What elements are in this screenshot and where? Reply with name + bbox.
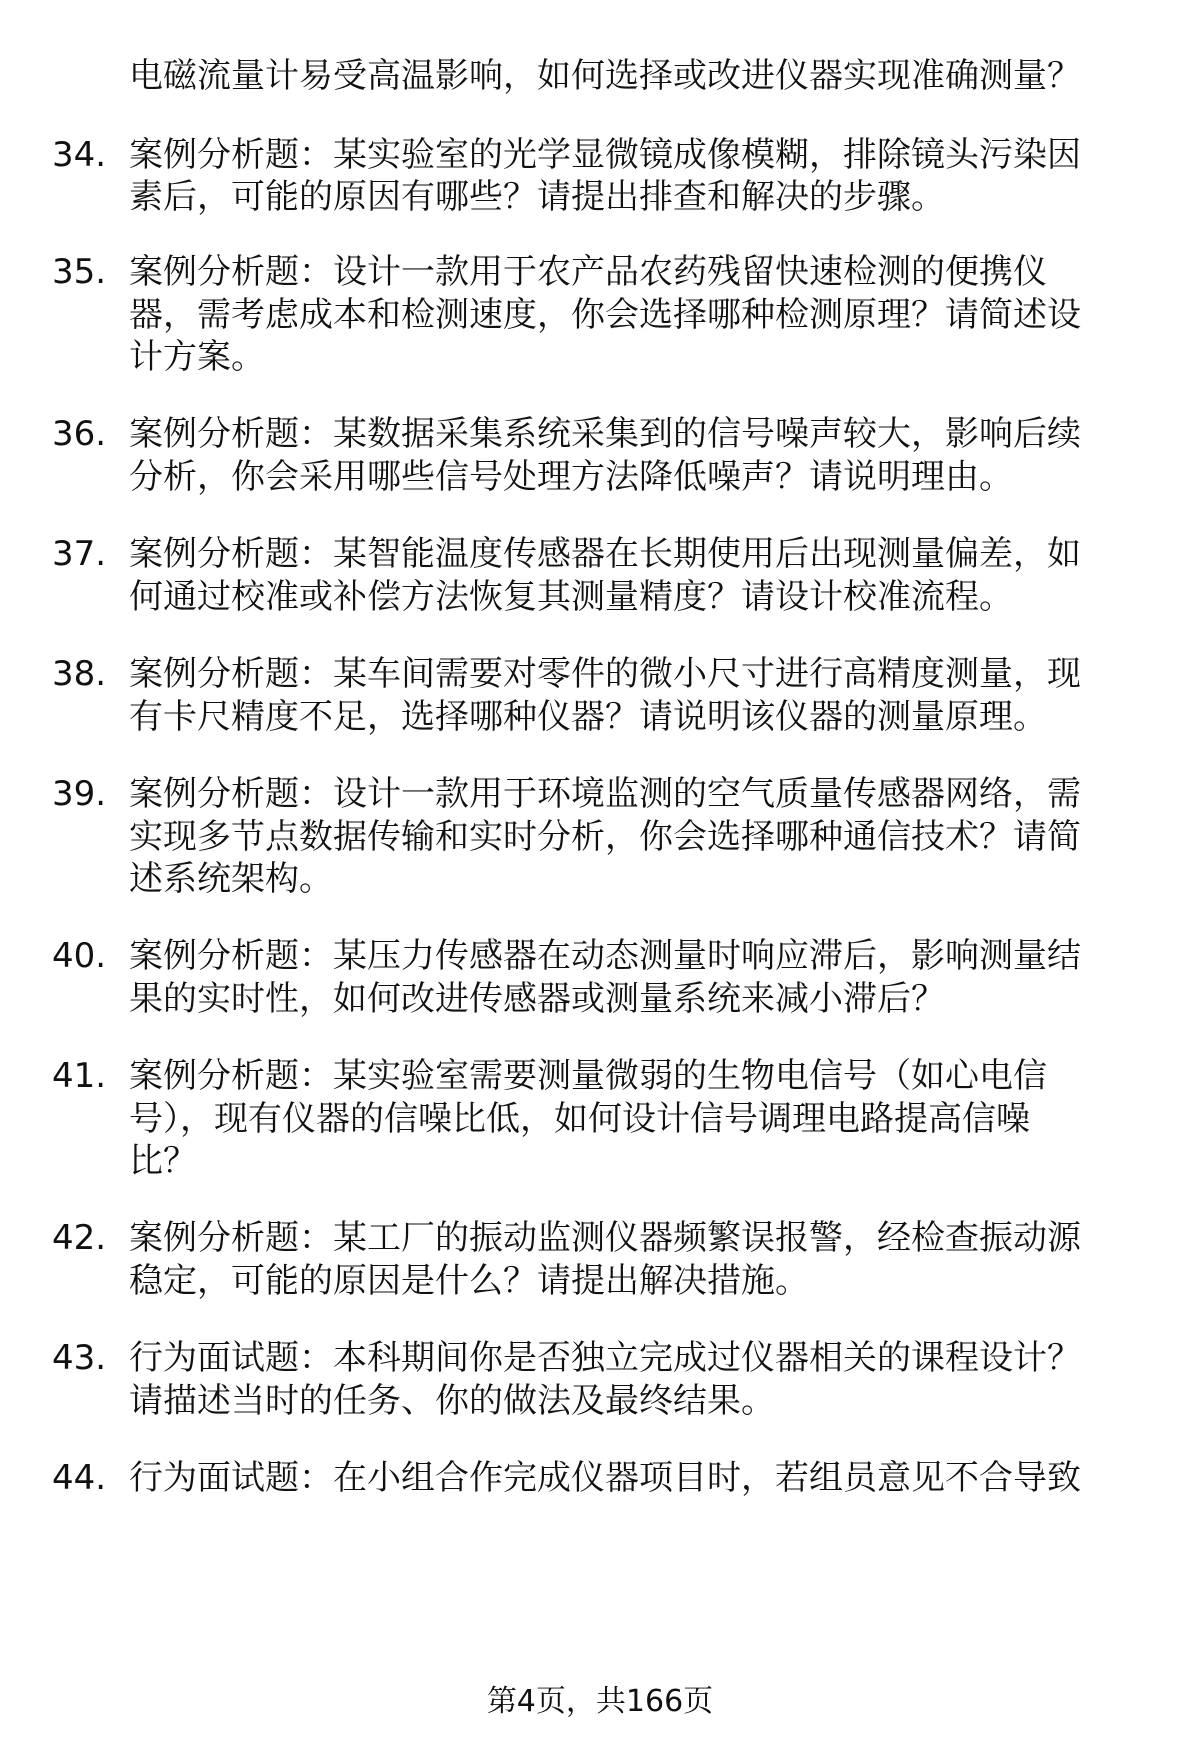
question-number: 38. <box>52 654 107 694</box>
question-line: 素后，可能的原因有哪些？请提出排查和解决的步骤。 <box>129 177 945 217</box>
question-line: 何通过校准或补偿方法恢复其测量精度？请设计校准流程。 <box>129 577 1013 617</box>
question-line: 实现多节点数据传输和实时分析，你会选择哪种通信技术？请简 <box>129 817 1081 857</box>
question-line: 有卡尺精度不足，选择哪种仪器？请说明该仪器的测量原理。 <box>129 697 1047 737</box>
question-line: 案例分析题：某压力传感器在动态测量时响应滞后，影响测量结 <box>129 936 1081 976</box>
question-number: 43. <box>52 1338 107 1378</box>
question-line: 案例分析题：某实验室需要测量微弱的生物电信号（如心电信 <box>129 1056 1047 1096</box>
question-line: 计方案。 <box>129 337 265 377</box>
question-line: 比？ <box>129 1141 197 1181</box>
question-number: 34. <box>52 135 107 175</box>
question-number: 39. <box>52 774 107 814</box>
question-line: 案例分析题：某车间需要对零件的微小尺寸进行高精度测量，现 <box>129 654 1081 694</box>
question-line: 果的实时性，如何改进传感器或测量系统来减小滞后？ <box>129 979 945 1019</box>
question-line: 号），现有仪器的信噪比低，如何设计信号调理电路提高信噪 <box>129 1099 1030 1139</box>
question-line: 案例分析题：设计一款用于农产品农药残留快速检测的便携仪 <box>129 252 1047 292</box>
question-line: 案例分析题：某实验室的光学显微镜成像模糊，排除镜头污染因 <box>129 135 1081 175</box>
question-line: 案例分析题：某工厂的振动监测仪器频繁误报警，经检查振动源 <box>129 1218 1081 1258</box>
question-number: 36. <box>52 414 107 454</box>
continuation-line: 电磁流量计易受高温影响，如何选择或改进仪器实现准确测量？ <box>129 56 1081 96</box>
question-number: 40. <box>52 936 107 976</box>
question-number: 44. <box>52 1458 107 1498</box>
question-line: 稳定，可能的原因是什么？请提出解决措施。 <box>129 1261 809 1301</box>
question-number: 42. <box>52 1218 107 1258</box>
question-line: 分析，你会采用哪些信号处理方法降低噪声？请说明理由。 <box>129 457 1013 497</box>
question-line: 行为面试题：本科期间你是否独立完成过仪器相关的课程设计？ <box>129 1338 1081 1378</box>
question-number: 35. <box>52 252 107 292</box>
question-line: 案例分析题：某数据采集系统采集到的信号噪声较大，影响后续 <box>129 414 1081 454</box>
page-footer: 第4页，共166页 <box>486 1684 714 1719</box>
question-number: 37. <box>52 534 107 574</box>
question-line: 行为面试题：在小组合作完成仪器项目时，若组员意见不合导致 <box>129 1458 1081 1498</box>
question-line: 述系统架构。 <box>129 859 333 899</box>
question-line: 请描述当时的任务、你的做法及最终结果。 <box>129 1381 775 1421</box>
question-line: 案例分析题：设计一款用于环境监测的空气质量传感器网络，需 <box>129 774 1081 814</box>
question-line: 器，需考虑成本和检测速度，你会选择哪种检测原理？请简述设 <box>129 295 1081 335</box>
question-number: 41. <box>52 1056 107 1096</box>
question-line: 案例分析题：某智能温度传感器在长期使用后出现测量偏差，如 <box>129 534 1081 574</box>
